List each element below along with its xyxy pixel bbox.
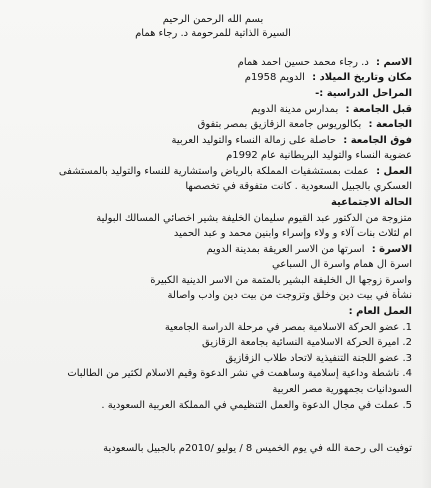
work-value-line-1: عملت بمستشفيات المملكة بالرياض واستشارية للنساء والتوليد بالمستشفى [58, 166, 369, 177]
work-label: العمل : [376, 166, 412, 177]
family-line-4: نشأة في بيت دين وخلق وتزوجت من بيت دين وادب واصالة [167, 290, 412, 301]
pre-university-value: بمدارس مدينة الدويم [251, 104, 339, 115]
university-row [14, 117, 412, 132]
family-label: الاسرة : [371, 244, 412, 255]
work-row-1 [14, 164, 412, 179]
birth-row [14, 70, 412, 85]
public-work-item-4-line-2: السودانيات بجمهورية مصر العربية [272, 384, 412, 395]
work-row-2: العسكري بالجبيل السعودية . كانت متفوقة في تخصصها [185, 181, 412, 192]
header-title: السيرة الذاتية للمرحومة د. رجاء همام [135, 28, 291, 39]
paper-shadow [421, 0, 431, 488]
public-work-item-4-line-1: 4. ناشطة وداعية إسلامية وساهمت في نشر الدعوة وقيم الاسلام لكثير من الطالبات [67, 368, 412, 379]
header-basmala: بسم الله الرحمن الرحيم [162, 14, 264, 25]
name-value: د. رجاء محمد حسين احمد همام [237, 57, 369, 68]
university-label: الجامعة : [368, 119, 412, 130]
public-work-item-1: 1. عضو الحركة الاسلامية بمصر في مرحلة الدراسة الجامعية [164, 322, 412, 333]
postgraduate-label: فوق الجامعة : [343, 135, 412, 146]
postgraduate-value: حاصلة على زمالة النساء والتوليد العربية [171, 135, 337, 146]
death-line: توفيت الى رحمة الله في يوم الخميس 8 / يوليو /2010م بالجبيل بالسعودية [103, 443, 412, 454]
social-line-2: ام لثلاث بنات آلاء و ولاء وإسراء وابنين محمد و عبد الحميد [173, 228, 412, 239]
document-body [14, 0, 412, 488]
public-work-heading: العمل العام : [348, 306, 412, 317]
family-value: اسرتها من الاسر العريقة بمدينة الدويم [206, 244, 365, 255]
university-value: بكالوريوس جامعة الزقازيق بمصر بتفوق [197, 119, 362, 130]
public-work-item-3: 3. عضو اللجنة التنفيذية لاتحاد طلاب الزقازيق [225, 353, 412, 364]
social-heading: الحالة الاجتماعية [330, 197, 412, 208]
pre-university-row [14, 102, 412, 117]
name-label: الاسم : [375, 57, 412, 68]
social-line-1: متزوجة من الدكتور عبد القيوم سليمان الخليفة بشير اخصائي المسالك البولية [96, 213, 412, 224]
membership-row: عضوية النساء والتوليد البريطانية عام 1992م [226, 150, 412, 161]
family-row [14, 242, 412, 257]
family-line-2: اسرة ال همام واسرة ال السباعي [271, 259, 412, 270]
public-work-item-5: 5. عملت في مجال الدعوة والعمل التنظيمي في المملكة العربية السعودية . [101, 400, 412, 411]
name-row [14, 55, 412, 70]
birth-label: مكان وتاريخ الميلاد : [312, 72, 412, 83]
pre-university-label: قبل الجامعة : [345, 104, 412, 115]
public-work-item-2: 2. اميرة الحركة الاسلامية النسائية بجامعة الزقازيق [202, 337, 412, 348]
birth-value: الدويم 1958م [244, 72, 305, 83]
postgraduate-row [14, 133, 412, 148]
family-line-3: واسرة زوجها ال الخليفة البشير بالمتمة من الاسر الدينية الكبيرة [150, 275, 412, 286]
studies-heading: المراحل الدراسية :- [315, 88, 412, 99]
